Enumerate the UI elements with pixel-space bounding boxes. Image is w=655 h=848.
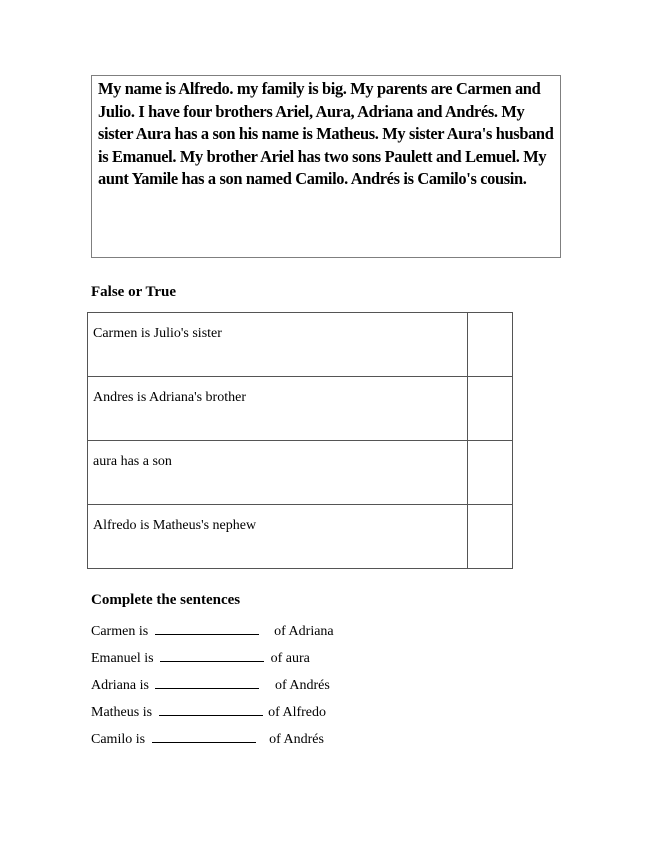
- answer-blank[interactable]: [155, 620, 259, 635]
- true-false-heading: False or True: [91, 284, 176, 300]
- sentence-end: of Andrés: [269, 732, 324, 747]
- answer-cell[interactable]: [468, 313, 513, 377]
- answer-cell[interactable]: [468, 441, 513, 505]
- statement-cell: aura has a son: [88, 441, 468, 505]
- table-row: [88, 313, 513, 377]
- answer-blank[interactable]: [152, 728, 256, 743]
- list-item: [91, 647, 334, 674]
- sentence-end: of Adriana: [274, 624, 334, 639]
- answer-blank[interactable]: [155, 674, 259, 689]
- statement-cell: Andres is Adriana's brother: [88, 377, 468, 441]
- answer-blank[interactable]: [160, 647, 264, 662]
- table-row: [88, 505, 513, 569]
- sentence-start: Camilo is: [91, 732, 146, 747]
- list-item: [91, 728, 334, 755]
- true-false-table: [87, 312, 513, 569]
- answer-cell[interactable]: [468, 505, 513, 569]
- complete-sentences-heading: Complete the sentences: [91, 592, 241, 608]
- story-box: [91, 75, 561, 258]
- sentence-end: of aura: [270, 651, 310, 666]
- list-item: [91, 674, 334, 701]
- list-item: [91, 620, 334, 647]
- list-item: [91, 701, 334, 728]
- story-text: My name is Alfredo. my family is big. My parents are Carmen and Julio. I have four brothers Ariel, Aura, Adriana and Andrés. My sister Aura has a son his name is Matheus. My sister Aura's husband is Emanuel. My brother Ariel has two sons Paulett and Lemuel. My aunt Yamile has a son named Camilo. Andrés is Camilo's cousin.: [98, 79, 554, 188]
- statement-cell: Carmen is Julio's sister: [88, 313, 468, 377]
- table-row: [88, 441, 513, 505]
- sentence-list: [91, 620, 334, 755]
- sentence-start: Emanuel is: [91, 651, 154, 666]
- sentence-end: of Alfredo: [268, 705, 326, 720]
- table-row: [88, 377, 513, 441]
- sentence-start: Carmen is: [91, 624, 149, 639]
- sentence-start: Matheus is: [91, 705, 153, 720]
- sentence-start: Adriana is: [91, 678, 149, 693]
- sentence-end: of Andrés: [274, 678, 330, 693]
- statement-cell: Alfredo is Matheus's nephew: [88, 505, 468, 569]
- answer-cell[interactable]: [468, 377, 513, 441]
- answer-blank[interactable]: [159, 701, 263, 716]
